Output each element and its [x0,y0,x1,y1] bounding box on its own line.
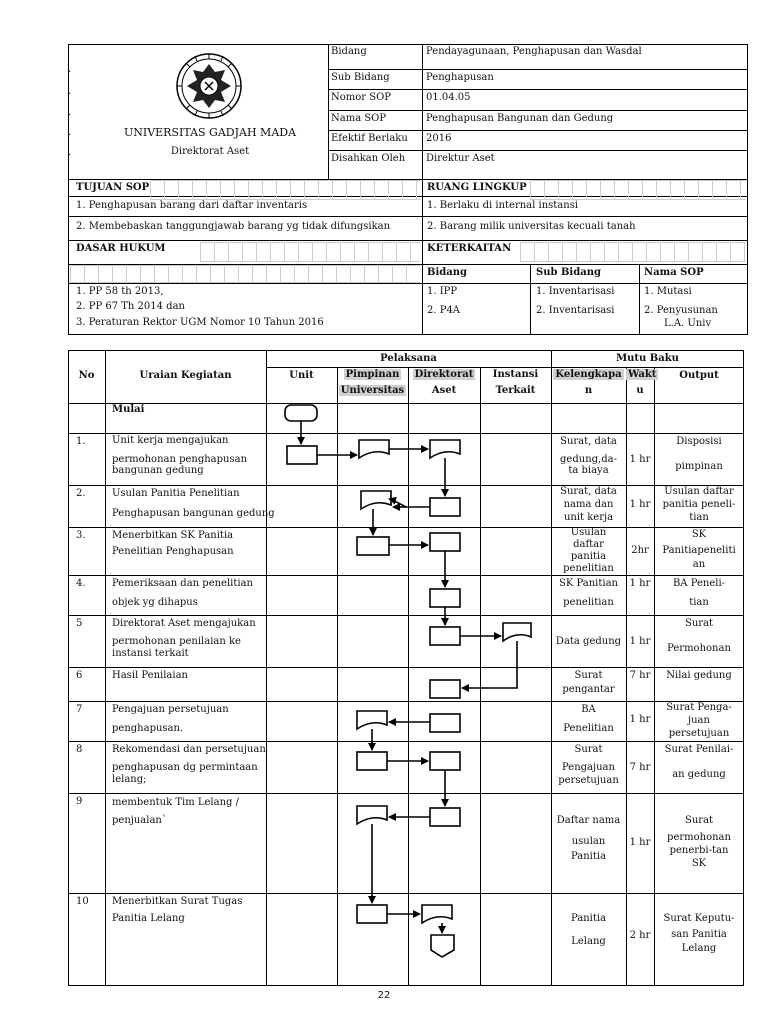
row-uraian: Penghapusan bangunan gedung [112,508,275,519]
header-uraian: Uraian Kegiatan [139,370,232,381]
header-kelengkapan-line1: Kelengkapa [555,369,622,380]
keterkaitan-bidang: 2. P4A [427,305,461,316]
ruang-item: 1. Berlaku di internal instansi [427,200,579,211]
row-no: 3. [76,530,86,541]
header-waktu-line1: Wakt [628,369,657,380]
row-output: an [692,559,706,570]
document-shape [422,905,452,923]
row-waktu: 7 hr [629,762,651,773]
row-kelengkapan: Lelang [571,936,606,947]
header-instansi-line1: Instansi [492,369,539,380]
row-waktu: 1 hr [629,837,651,848]
row-output: Surat Penilai- [664,744,734,755]
mulai-label: Mulai [112,404,145,415]
process-box [357,905,387,923]
field-value: 2016 [426,133,452,144]
row-uraian: Menerbitkan Surat Tugas [112,896,243,907]
row-kelengkapan: persetujuan [558,775,619,786]
row-output: Panitiapeneliti [662,545,736,556]
row-output: tian [689,597,709,608]
row-uraian: instansi terkait [112,648,189,659]
row-no: 5 [76,618,83,629]
document-shape [430,440,460,458]
process-box [430,627,460,645]
directorate-name: Direktorat Aset [170,146,250,157]
row-kelengkapan: Pengajuan [562,762,615,773]
row-output: tian [689,512,709,523]
flow-arrow [462,641,517,688]
row-waktu: 7 hr [629,670,651,681]
field-label: Bidang [331,46,367,57]
row-waktu: 1 hr [629,714,651,725]
process-box [430,714,460,732]
field-label: Nomor SOP [331,92,392,103]
row-kelengkapan: Daftar nama [556,815,621,826]
row-kelengkapan: Surat [574,670,603,681]
row-uraian: permohonan penilaian ke [112,636,241,647]
keterkaitan-title: KETERKAITAN [427,243,512,254]
row-kelengkapan: SK Panitian [559,578,618,589]
row-output: san Panitia [671,929,727,940]
dot-bullet: . [68,147,72,158]
row-uraian: Usulan Panitia Penelitian [112,488,240,499]
row-kelengkapan: Surat, data [560,436,617,447]
row-output: juan [688,715,710,726]
row-kelengkapan: Usulan [570,527,607,538]
row-output: BA Peneli- [672,578,726,589]
process-box [430,498,460,516]
row-kelengkapan: Surat [574,744,603,755]
field-label: Nama SOP [331,113,387,124]
row-no: 6 [76,670,83,681]
row-uraian: penghapusan. [112,723,184,734]
university-name: UNIVERSITAS GADJAH MADA [123,126,297,139]
row-waktu: 1 hr [629,499,651,510]
row-output: penerbi-tan [669,845,729,856]
row-output: Permohonan [667,643,731,654]
row-output: persetujuan [668,728,730,739]
row-output: an gedung [672,769,726,780]
row-no: 7 [76,704,83,715]
end-pentagon [431,935,454,957]
row-output: Surat [684,618,714,629]
keterkaitan-header: Sub Bidang [536,267,601,278]
row-uraian: Panitia Lelang [112,913,185,924]
row-uraian: lelang; [112,774,147,785]
row-kelengkapan: unit kerja [563,512,614,523]
process-box [430,589,460,607]
header-no: No [78,370,95,381]
row-kelengkapan: Surat, data [560,486,617,497]
process-box [430,808,460,826]
dasar-item: 3. Peraturan Rektor UGM Nomor 10 Tahun 2016 [76,317,324,328]
page-number: 22 [377,990,391,1001]
row-no: 1. [76,436,86,447]
row-waktu: 1 hr [629,454,651,465]
row-output: Disposisi [676,436,722,447]
row-uraian: Direktorat Aset mengajukan [112,618,256,629]
dasar-title: DASAR HUKUM [76,243,166,254]
header-direktorat-line2: Aset [431,385,457,396]
field-value: 01.04.05 [426,92,471,103]
row-uraian: Penelitian Penghapusan [112,546,234,557]
row-waktu: 2hr [631,545,649,556]
row-uraian: penjualan` [112,815,167,826]
row-uraian: penghapusan dg permintaan [112,762,258,773]
keterkaitan-nama: 1. Mutasi [644,286,692,297]
row-output: SK [691,858,707,869]
row-output: Nilai gedung [666,670,732,681]
row-kelengkapan: penelitian [563,597,614,608]
row-kelengkapan: gedung,da- [560,454,617,465]
row-no: 10 [76,896,89,907]
field-value: Direktur Aset [426,153,495,164]
document-shape [357,806,387,824]
dasar-item: 1. PP 58 th 2013, [76,286,164,297]
keterkaitan-sub: 1. Inventarisasi [536,286,615,297]
row-output: Surat Keputu- [663,913,735,924]
field-value: Penghapusan Bangunan dan Gedung [426,113,614,124]
row-output: Surat [684,815,714,826]
dot-bullet: . [68,86,72,97]
document-shape [361,491,391,509]
keterkaitan-nama: L.A. Univ [664,318,712,329]
row-uraian: Unit kerja mengajukan [112,435,229,446]
keterkaitan-nama: 2. Penyusunan [644,305,718,316]
header-waktu-line2: u [636,385,644,396]
process-box [430,680,460,698]
row-uraian: Menerbitkan SK Panitia [112,530,234,541]
row-kelengkapan: Panitia [570,913,607,924]
document-shape [503,623,531,641]
row-output: Lelang [681,943,717,954]
row-waktu: 2 hr [629,930,651,941]
tujuan-item: 2. Membebaskan tanggungjawab barang yg tidak difungsikan [76,221,391,232]
field-value: Pendayagunaan, Penghapusan dan Wasdal [426,46,642,57]
dot-bullet: . [68,107,72,118]
row-waktu: 1 hr [629,636,651,647]
row-no: 4. [76,578,86,589]
dot-bullet: . [68,64,72,75]
row-uraian: Hasil Penilaian [112,670,188,681]
row-uraian: Pemeriksaan dan penelitian [112,578,253,589]
document-shape [359,440,389,458]
ruang-item: 2. Barang milik universitas kecuali tanah [427,221,636,232]
header-unit: Unit [289,370,314,381]
field-value: Penghapusan [426,72,494,83]
row-uraian: Pengajuan persetujuan [112,704,229,715]
field-label: Sub Bidang [331,72,390,83]
process-box [430,533,460,551]
keterkaitan-header: Nama SOP [644,267,704,278]
field-label: Efektif Berlaku [331,133,408,144]
row-waktu: 1 hr [629,578,651,589]
keterkaitan-header: Bidang [427,267,467,278]
row-kelengkapan: daftar [573,539,604,550]
header-mutu-baku: Mutu Baku [616,353,679,364]
row-output: Usulan daftar [664,486,734,497]
row-output: SK [691,529,707,540]
row-kelengkapan: penelitian [563,563,614,574]
row-output: panitia peneli- [662,499,736,510]
row-output: pimpinan [675,461,723,472]
row-uraian: permohonan penghapusan [112,454,248,465]
row-kelengkapan: pengantar [562,684,615,695]
process-box [357,537,389,555]
tujuan-title: TUJUAN SOP [76,182,150,193]
row-kelengkapan: nama dan [563,499,614,510]
keterkaitan-sub: 2. Inventarisasi [536,305,615,316]
header-direktorat-line1: Direktorat [414,369,474,380]
row-uraian: objek yg dihapus [112,597,198,608]
row-kelengkapan: BA [581,704,596,715]
process-box [287,446,317,464]
row-uraian: bangunan gedung [112,465,204,476]
header-pimpinan-line1: Pimpinan [345,369,400,380]
start-terminator [285,405,317,421]
dot-bullet: . [68,127,72,138]
row-no: 8 [76,744,83,755]
field-label: Disahkan Oleh [331,153,406,164]
row-kelengkapan: usulan [571,836,606,847]
dasar-item: 2. PP 67 Th 2014 dan [76,301,185,312]
document-shape [357,711,387,729]
process-box [430,752,460,770]
header-instansi-line2: Terkait [495,385,536,396]
tujuan-item: 1. Penghapusan barang dari daftar inventaris [76,200,308,211]
keterkaitan-bidang: 1. IPP [427,286,458,297]
row-output: permohonan [667,832,731,843]
row-kelengkapan: Data gedung [555,636,622,647]
process-box [357,752,387,770]
header-output: Output [679,370,719,381]
row-kelengkapan: ta biaya [568,465,609,476]
row-no: 9 [76,796,83,807]
row-kelengkapan: Penelitian [563,723,614,734]
row-kelengkapan: panitia [570,551,607,562]
row-kelengkapan: Panitia [570,851,607,862]
header-pelaksana: Pelaksana [380,353,437,364]
row-uraian: membentuk Tim Lelang / [112,797,239,808]
row-uraian: Rekomendasi dan persetujuan [112,744,266,755]
row-no: 2. [76,488,86,499]
header-pimpinan-line2: Universitas [340,385,405,396]
flow-arrow [389,499,430,507]
header-kelengkapan-line2: n [584,385,593,396]
row-output: Surat Penga- [666,702,732,713]
ruang-title: RUANG LINGKUP [427,182,527,193]
